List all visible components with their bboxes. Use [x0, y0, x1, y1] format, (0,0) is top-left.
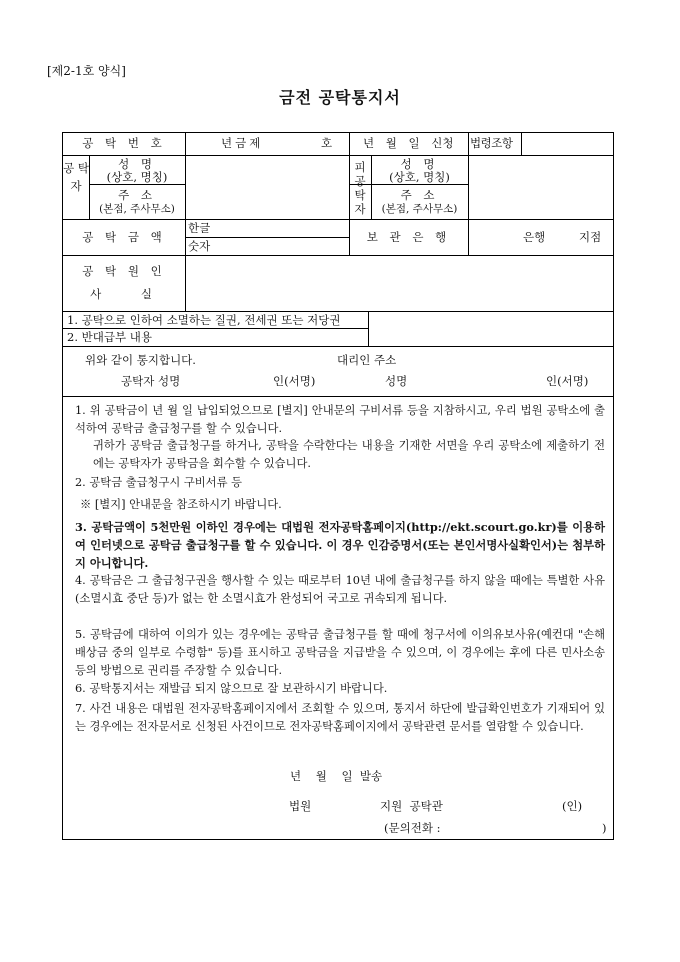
depositor-name-sub: (상호, 명칭) [106, 170, 168, 184]
depositor-group-label: 공 탁 자 [63, 161, 89, 193]
depositor-name-label: 성 명 [118, 157, 156, 171]
case-suffix: 호 [321, 136, 333, 150]
note-2-reference: ※ [별지] 안내문을 참조하시기 바랍니다. [80, 498, 282, 511]
depositee-name-label: 성 명 [400, 157, 439, 171]
note-1: 1. 위 공탁금이 년 월 일 납입되었으므로 [별지] 안내문의 구비서류 등을 지참하시고, 우리 법원 공탁소에 출석하여 공탁금 출급청구를 할 수 있습니다. [75, 404, 605, 435]
officer-seal: (인) [562, 799, 583, 813]
case-year-field: 년금제 [221, 136, 264, 150]
note-2: 2. 공탁금 출급청구시 구비서류 등 [75, 476, 243, 489]
case-number-label: 공 탁 번 호 [82, 136, 166, 150]
apply-date-field: 년 월 일 신청 [363, 136, 454, 150]
inquiry-phone-close: ) [602, 821, 607, 835]
bank-name-field: 은행 [523, 230, 546, 244]
note-1-detail: 귀하가 공탁금 출급청구를 하거나, 공탁을 수락한다는 내용을 기재한 서면을 우리 공탁소에 제출하기 전에는 공탁자가 공탁금을 회수할 수 있습니다. [93, 439, 605, 470]
document-title: 금전 공탁통지서 [279, 88, 401, 107]
agent-name-label: 성명 [385, 374, 408, 388]
depositee-address-sub: (본점, 주사무소) [381, 203, 458, 215]
depositor-address-sub: (본점, 주사무소) [99, 203, 175, 215]
depositee-address-label: 주 소 [400, 188, 439, 202]
court-label: 법원 [289, 799, 312, 813]
cause-label: 공 탁 원 인 [82, 264, 166, 278]
depositor-address-label: 주 소 [118, 188, 156, 202]
issue-date: 년 월 일 발송 [290, 769, 383, 783]
extinguished-rights-item: 1. 공탁으로 인하여 소멸하는 질권, 전세권 또는 저당권 [67, 313, 341, 327]
amount-korean-label: 한글 [188, 221, 211, 235]
law-article-label: 법령조항 [470, 136, 513, 150]
notice-statement: 위와 같이 통지합니다. [85, 353, 196, 367]
depositee-group-label: 피 공 탁 자 [354, 160, 366, 216]
cause-label-line2: 사 실 [90, 287, 170, 301]
agent-address-label: 대리인 주소 [337, 353, 397, 367]
depositee-name-sub: (상호, 명칭) [389, 170, 450, 184]
officer-label: 지원 공탁관 [380, 799, 443, 813]
form-number-label: [제2-1호 양식] [47, 64, 126, 78]
note-3: 3. 공탁금액이 5천만원 이하인 경우에는 대법원 전자공탁홈페이지(http://ekt.scourt.go.kr)를 이용하여 인터넷으로 공탁금 출급청구를 할 수 있습니다. 이 경우 인감증명서(또는 본인서명사실확인서)는 첨부하지 아니합니다. [75, 520, 605, 570]
bank-label: 보 관 은 행 [366, 230, 451, 244]
inquiry-phone-label: (문의전화 : [384, 821, 441, 835]
bank-branch-field: 지점 [579, 230, 602, 244]
note-5: 5. 공탁금에 대하여 이의가 있는 경우에는 공탁금 출급청구를 할 때에 청구서에 이의유보사유(예컨대 "손해배상금 중의 일부로 수령함" 등)를 표시하고 공탁금을 지급받을 수 있으며, 이 경우에는 후에 다른 민사소송 등의 방법으로 권리를 주장할 수 있습니다. [75, 628, 605, 677]
counter-performance-item: 2. 반대급부 내용 [67, 330, 152, 344]
amount-numeric-label: 숫자 [188, 239, 211, 253]
note-6: 6. 공탁통지서는 재발급 되지 않으므로 잘 보관하시기 바랍니다. [75, 682, 388, 695]
depositor-seal: 인(서명) [273, 374, 316, 388]
depositor-name-sign-label: 공탁자 성명 [121, 374, 181, 388]
note-7: 7. 사건 내용은 대법원 전자공탁홈페이지에서 조회할 수 있으며, 통지서 하단에 발급확인번호가 기재되어 있는 경우에는 전자문서로 신청된 사건이므로 전자공탁홈페이지에서 공탁관련 문서를 열람할 수 있습니다. [75, 702, 605, 733]
agent-seal: 인(서명) [546, 374, 589, 388]
note-4: 4. 공탁금은 그 출급청구권을 행사할 수 있는 때로부터 10년 내에 출급청구를 하지 않을 때에는 특별한 사유(소멸시효 중단 등)가 없는 한 소멸시효가 완성되어 국고로 귀속되게 됩니다. [75, 574, 605, 605]
amount-label: 공 탁 금 액 [82, 230, 166, 244]
